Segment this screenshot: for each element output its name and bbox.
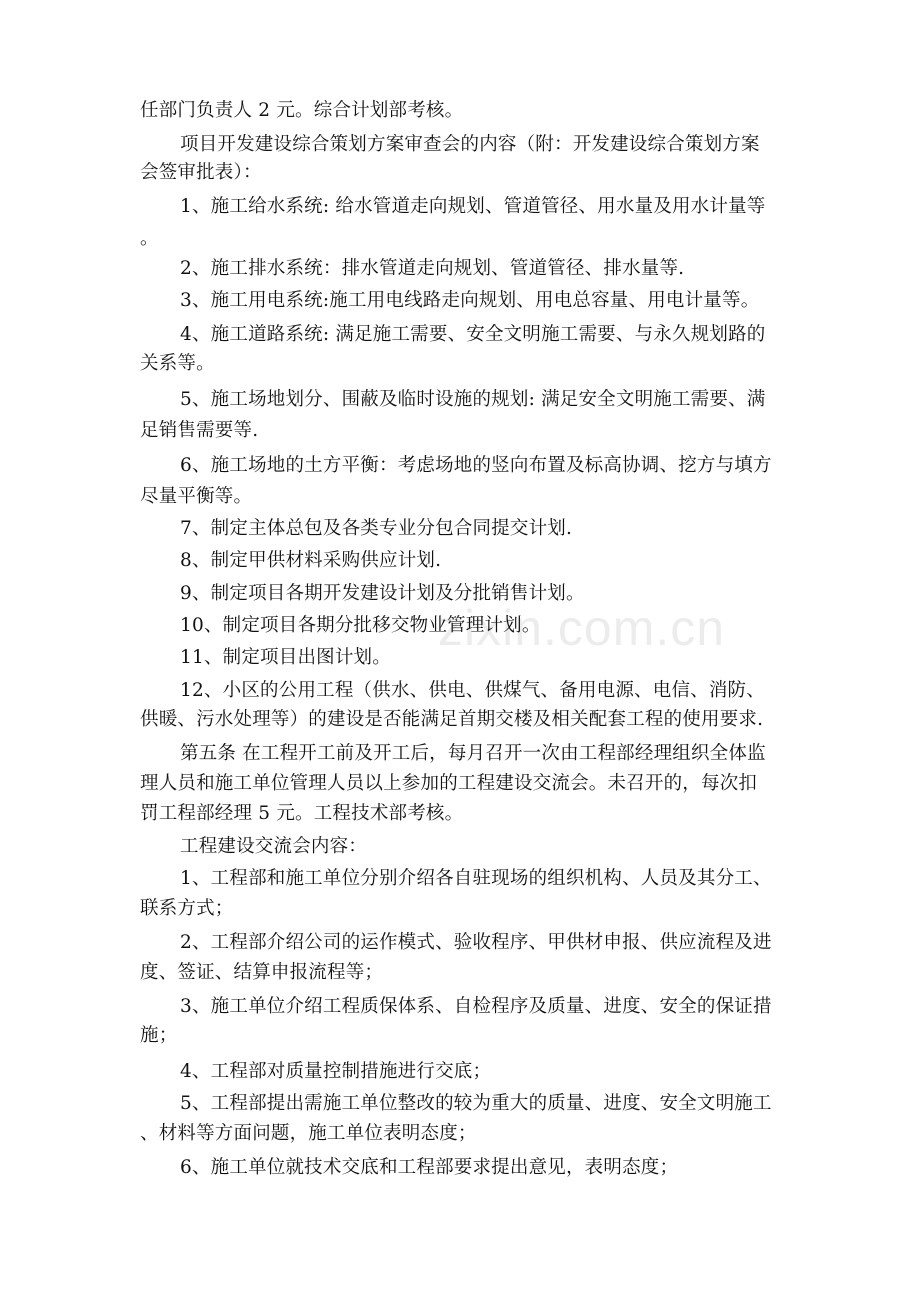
text-line-34: 6、施工单位就技术交底和工程部要求提出意见，表明态度； [180,1157,679,1178]
text-line-29: 3、施工单位介绍工程质保体系、自检程序及质量、进度、安全的保证措 [180,996,772,1017]
text-line-23: 罚工程部经理 5 元。工程技术部考核。 [140,803,464,824]
text-line-32: 5、工程部提出需施工单位整改的较为重大的质量、进度、安全文明施工 [180,1093,772,1114]
text-line-15: 8、制定甲供材料采购供应计划. [180,550,442,571]
text-line-3: 会签审批表）： [140,162,262,183]
text-line-33: 、材料等方面问题，施工单位表明态度； [140,1123,477,1144]
text-line-28: 度、签证、结算申报流程等； [140,962,384,983]
text-line-8: 4、施工道路系统: 满足施工需要、安全文明施工需要、与永久规划路的 [180,324,766,345]
text-line-13: 尽量平衡等。 [140,486,253,507]
text-line-6: 2、施工排水系统：排水管道走向规划、管道管径、排水量等. [180,258,685,279]
text-line-16: 9、制定项目各期开发建设计划及分批销售计划。 [180,583,585,604]
text-line-19: 12、小区的公用工程（供水、供电、供煤气、备用电源、电信、消防、 [180,680,765,701]
text-line-4: 1、施工给水系统: 给水管道走向规划、管道管径、用水量及用水计量等 [180,196,766,217]
text-line-31: 4、工程部对质量控制措施进行交底； [180,1061,492,1082]
text-line-17: 10、制定项目各期分批移交物业管理计划。 [180,615,541,636]
text-line-18: 11、制定项目出图计划。 [180,647,391,668]
text-line-11: 足销售需要等. [140,420,259,441]
text-line-20: 供暖、污水处理等）的建设是否能满足首期交楼及相关配套工程的使用要求. [140,709,764,730]
text-line-25: 1、工程部和施工单位分别介绍各自驻现场的组织机构、人员及其分工、 [180,868,772,889]
text-line-22: 理人员和施工单位管理人员以上参加的工程建设交流会。未召开的，每次扣 [140,773,758,794]
text-line-5: 。 [140,228,159,249]
text-line-24: 工程建设交流会内容： [180,836,368,857]
text-line-1: 任部门负责人 2 元。综合计划部考核。 [140,100,464,121]
text-line-9: 关系等。 [140,353,215,374]
text-line-10: 5、施工场地划分、围蔽及临时设施的规划: 满足安全文明施工需要、满 [180,389,766,410]
watermark: zixin.com.cn [438,600,726,656]
text-line-30: 施； [140,1025,178,1046]
text-line-2: 项目开发建设综合策划方案审查会的内容（附：开发建设综合策划方案 [180,134,760,155]
text-line-26: 联系方式； [140,898,234,919]
text-line-21: 第五条 在工程开工前及开工后，每月召开一次由工程部经理组织全体监 [180,743,766,764]
text-line-7: 3、施工用电系统:施工用电线路走向规划、用电总容量、用电计量等。 [180,290,760,311]
text-line-12: 6、施工场地的土方平衡：考虑场地的竖向布置及标高协调、挖方与填方 [180,455,772,476]
text-line-27: 2、工程部介绍公司的运作模式、验收程序、甲供材申报、供应流程及进 [180,932,772,953]
text-line-14: 7、制定主体总包及各类专业分包合同提交计划. [180,518,573,539]
